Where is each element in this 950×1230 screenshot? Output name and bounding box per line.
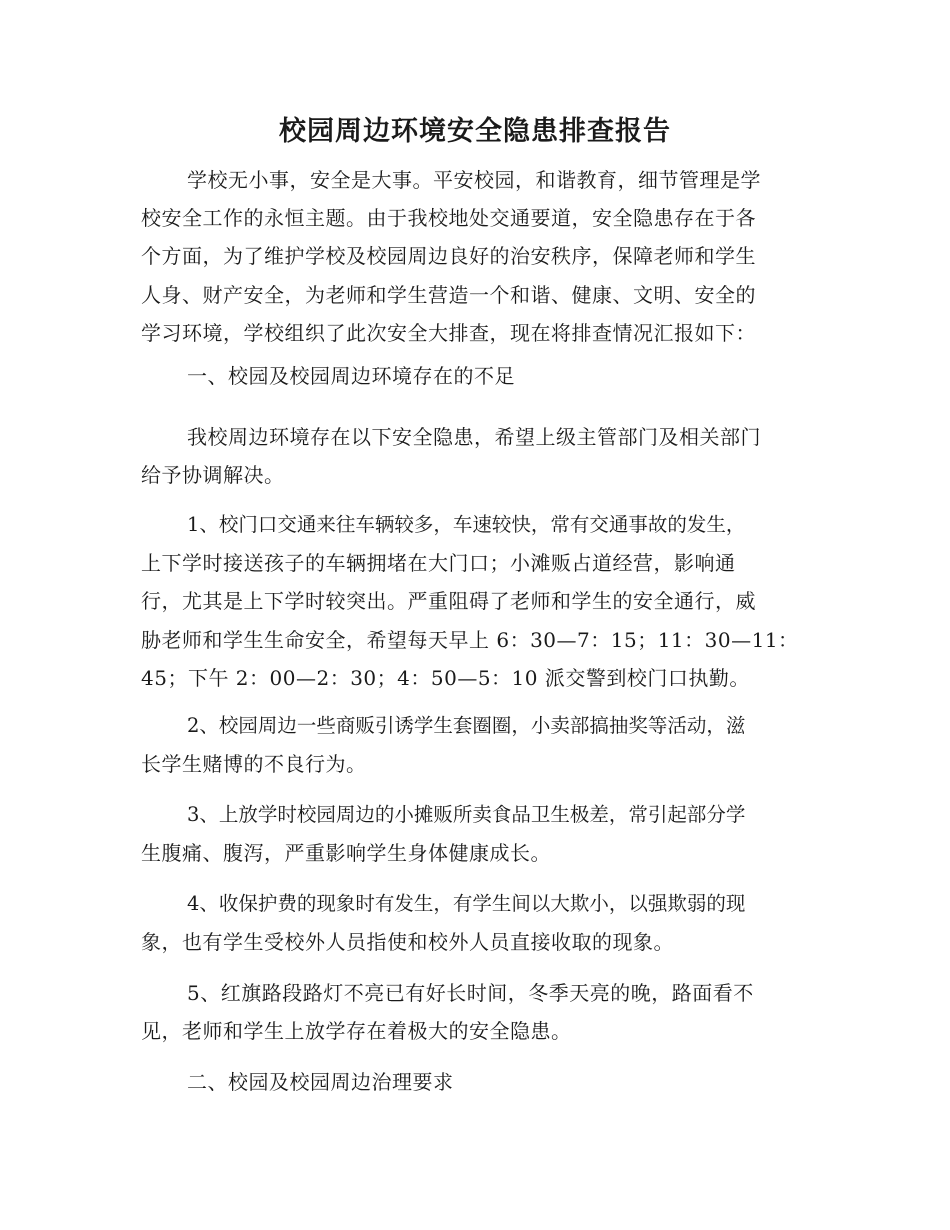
intro-line: 学校无小事，安全是大事。平安校园，和谐教育，细节管理是学: [187, 168, 761, 192]
paragraph-line: 4、收保护费的现象时有发生，有学生间以大欺小，以强欺弱的现: [187, 892, 746, 915]
paragraph-line: 1、校门口交通来往车辆较多，车速较快，常有交通事故的发生，: [187, 513, 746, 536]
paragraph-line: 5、红旗路段路灯不亮已有好长时间，冬季天亮的晚，路面看不: [187, 981, 754, 1005]
paragraph-line: 给予协调解决。: [141, 463, 285, 488]
intro-line: 校安全工作的永恒主题。由于我校地处交通要道，安全隐患存在于各: [141, 206, 756, 231]
paragraph-line: 长学生赌博的不良行为。: [141, 752, 367, 777]
paragraph-line: 我校周边环境存在以下安全隐患，希望上级主管部门及相关部门: [187, 425, 761, 449]
list-item-2: [141, 707, 807, 783]
paragraph-line: 2、校园周边一些商贩引诱学生套圈圈，小卖部搞抽奖等活动，滋: [187, 714, 746, 737]
paragraph-line: 见，老师和学生上放学存在着极大的安全隐患。: [141, 1019, 572, 1044]
paragraph-line: 象，也有学生受校外人员指使和校外人员直接收取的现象。: [141, 930, 674, 955]
paragraph-line: 3、上放学时校园周边的小摊贩所卖食品卫生极差，常引起部分学: [187, 803, 746, 826]
list-item-1: [141, 506, 807, 697]
section-heading: 二、校园及校园周边治理要求: [187, 1070, 454, 1094]
paragraph-line: 上下学时接送孩子的车辆拥堵在大门口；小滩贩占道经营，影响通: [141, 551, 736, 576]
paragraph-line: 生腹痛、腹泻，严重影响学生身体健康成长。: [141, 841, 551, 866]
document-title: 校园周边环境安全隐患排查报告: [279, 116, 671, 147]
intro-line: 人身、财产安全，为老师和学生营造一个和谐、健康、文明、安全的: [141, 282, 756, 307]
section1-intro-paragraph: [141, 418, 807, 494]
list-item-4: [141, 885, 807, 961]
paragraph-line: 胁老师和学生生命安全，希望每天早上 6：30—7：15；11：30—11：: [141, 627, 799, 652]
paragraph-line: 45；下午 2：00—2：30；4：50—5：10 派交警到校门口执勤。: [141, 665, 750, 690]
intro-line: 个方面，为了维护学校及校园周边良好的治安秩序，保障老师和学生: [141, 244, 756, 269]
intro-line: 学习环境，学校组织了此次安全大排查，现在将排查情况汇报如下：: [141, 320, 756, 345]
paragraph-line: 行，尤其是上下学时较突出。严重阻碍了老师和学生的安全通行，威: [141, 589, 756, 614]
section-heading: 一、校园及校园周边环境存在的不足: [187, 364, 515, 388]
intro-paragraph: [141, 161, 807, 352]
list-item-3: [141, 796, 807, 872]
list-item-5: [141, 974, 807, 1050]
